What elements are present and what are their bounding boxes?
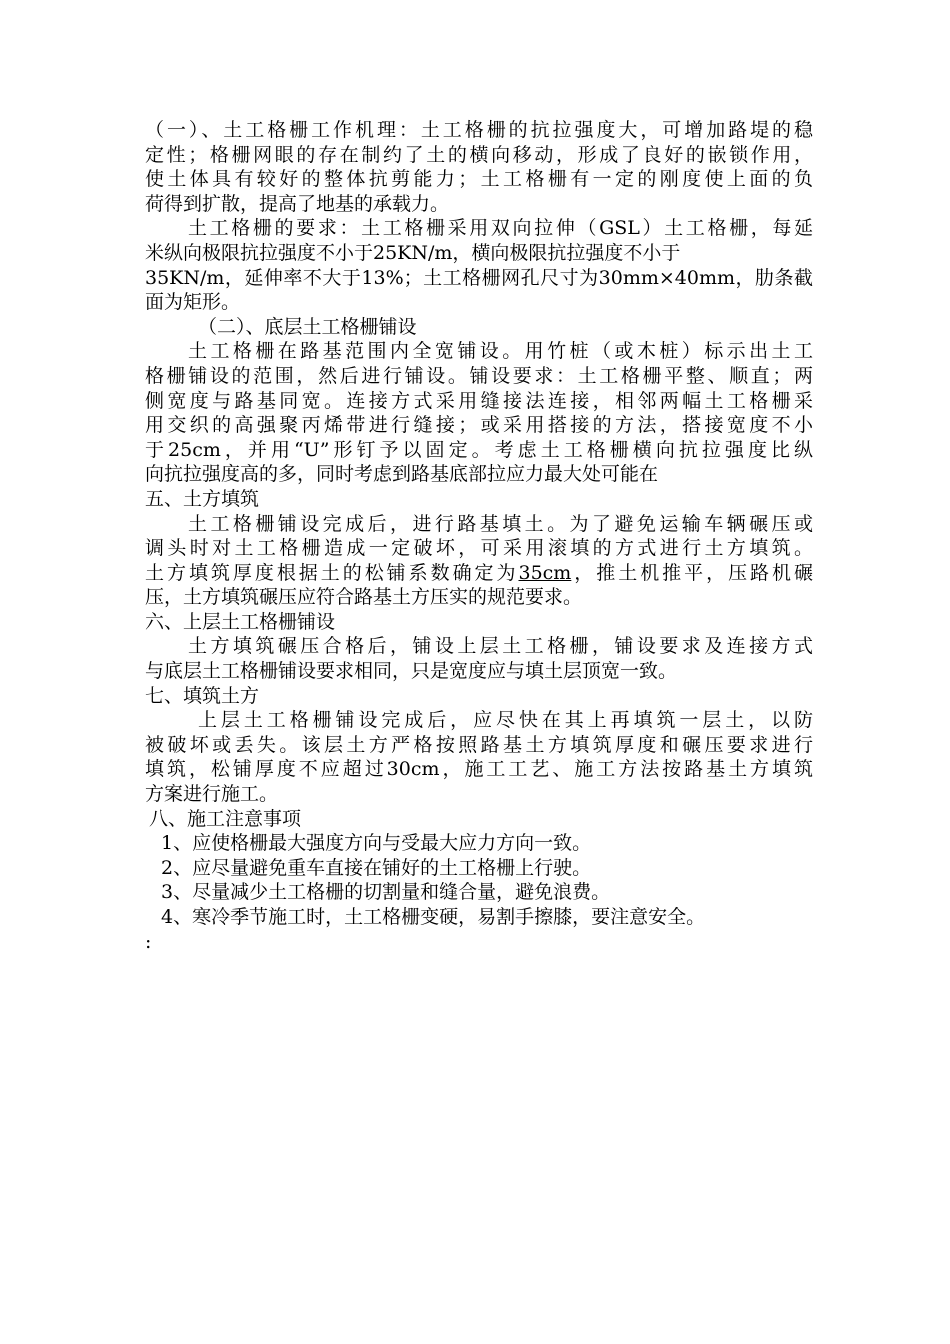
p7-line-3: 填筑，松铺厚度不应超过30cm，施工工艺、施工方法按路基土方填筑	[145, 758, 813, 781]
p6-line-2: 与底层土工格栅铺设要求相同，只是宽度应与填土层顶宽一致。	[145, 660, 678, 683]
trailing-colon: :	[145, 930, 152, 953]
p2-line-4: 面为矩形。	[145, 291, 241, 314]
section-heading-6: 六、上层土工格栅铺设	[145, 610, 336, 633]
p5-line-1: 土工格栅铺设完成后，进行路基填土。为了避免运输车辆碾压或	[188, 512, 813, 535]
p1-line-3: 使土体具有较好的整体抗剪能力；土工格栅有一定的刚度使上面的负	[145, 168, 813, 191]
p7-line-2: 被破坏或丢失。该层土方严格按照路基土方填筑厚度和碾压要求进行	[145, 733, 813, 756]
p3-line-3: 侧宽度与路基同宽。连接方式采用缝接法连接，相邻两幅土工格栅采	[145, 389, 813, 412]
section-heading-2: （二）、底层土工格栅铺设	[198, 315, 417, 338]
p3-line-5: 于25cm，并用“U”形钉予以固定。考虑土工格栅横向抗拉强度比纵	[145, 438, 813, 461]
p2-line-3: 35KN/m，延伸率不大于13%；土工格栅网孔尺寸为30mm×40mm，肋条截	[145, 266, 813, 289]
section-heading-5: 五、土方填筑	[145, 487, 260, 510]
p1-line-1: （一）、土工格栅工作机理：土工格栅的抗拉强度大，可增加路堤的稳	[145, 119, 813, 141]
section-heading-7: 七、填筑土方	[145, 684, 260, 707]
p5-line-3	[145, 561, 813, 586]
p5-line-2: 调头时对土工格栅造成一定破坏，可采用滚填的方式进行土方填筑。	[145, 537, 813, 560]
p5-line-3-pre: 土方填筑厚度根据土的松铺系数确定为	[145, 561, 519, 584]
p2-line-2: 米纵向极限抗拉强度不小于25KN/m，横向极限抗拉强度不小于	[145, 241, 681, 264]
p5-line-4: 压，土方填筑碾压应符合路基土方压实的规范要求。	[145, 586, 583, 609]
section-heading-8: 八、施工注意事项	[149, 807, 302, 830]
p5-line-3-post: ，推土机推平，压路机碾	[571, 561, 813, 584]
p1-line-4: 荷得到扩散，提高了地基的承载力。	[145, 192, 450, 215]
list-item-1: 1、应使格栅最大强度方向与受最大应力方向一致。	[161, 832, 592, 855]
p7-line-4: 方案进行施工。	[145, 783, 279, 806]
p3-line-1: 土工格栅在路基范围内全宽铺设。用竹桩（或木桩）标示出土工	[188, 340, 813, 363]
list-item-2: 2、应尽量避免重车直接在铺好的土工格栅上行驶。	[161, 856, 592, 879]
p7-line-1: 上层土工格栅铺设完成后，应尽快在其上再填筑一层土，以防	[198, 709, 813, 732]
p3-line-6: 向抗拉强度高的多，同时考虑到路基底部拉应力最大处可能在	[145, 463, 659, 486]
p3-line-4: 用交织的高强聚丙烯带进行缝接；或采用搭接的方法，搭接宽度不小	[145, 414, 813, 437]
p1-line-2: 定性；格栅网眼的存在制约了土的横向移动，形成了良好的嵌锁作用，	[145, 143, 813, 166]
document-page	[145, 118, 813, 954]
list-item-3: 3、尽量减少土工格栅的切割量和缝合量，避免浪费。	[161, 881, 611, 904]
p6-line-1: 土方填筑碾压合格后，铺设上层土工格栅，铺设要求及连接方式	[188, 635, 813, 658]
list-item-4: 4、寒冷季节施工时，土工格栅变硬，易割手擦膝，要注意安全。	[161, 906, 706, 928]
p2-line-1: 土工格栅的要求：土工格栅采用双向拉伸（GSL）土工格栅，每延	[188, 217, 813, 240]
underlined-thickness: 35cm	[518, 561, 572, 584]
p3-line-2: 格栅铺设的范围，然后进行铺设。铺设要求：土工格栅平整、顺直；两	[145, 364, 813, 387]
